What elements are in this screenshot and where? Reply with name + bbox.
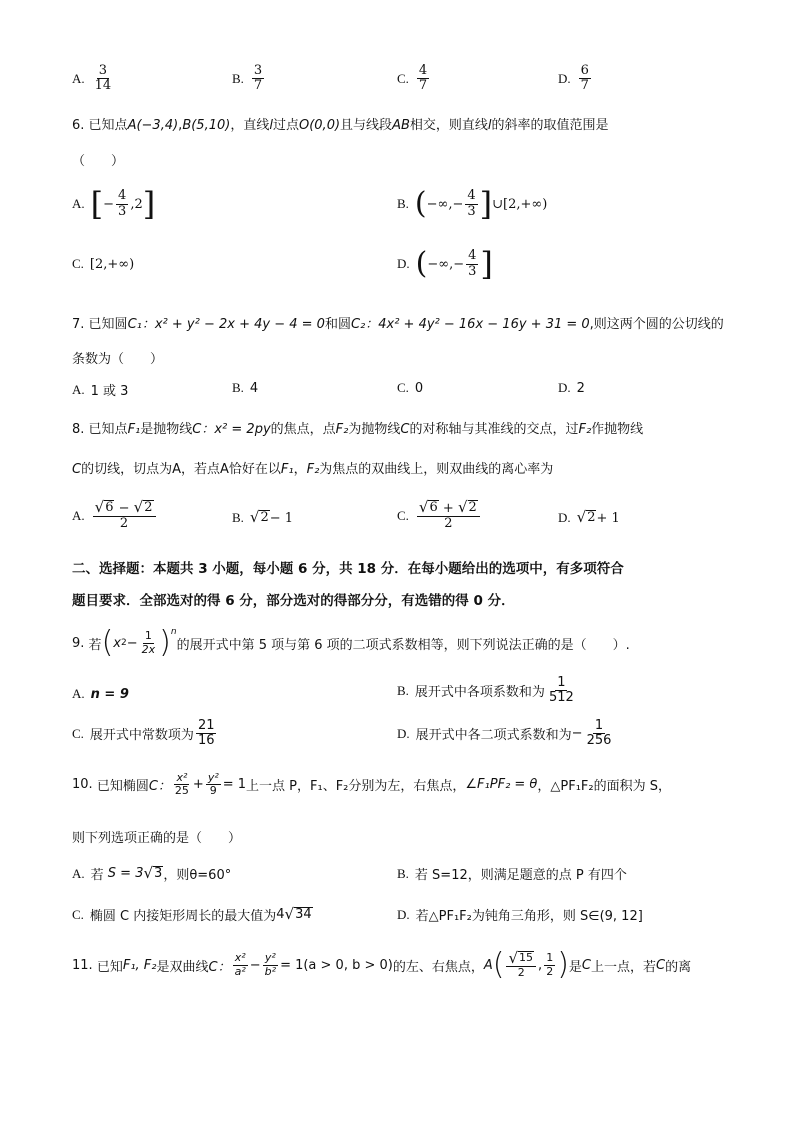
answer-paren: （ ） [72, 154, 125, 169]
fraction: $\frac{3}{14}$ [94, 63, 112, 94]
q9-option-c[interactable]: C. 展开式中常数项为 $\frac{21}{16}$ [72, 718, 215, 749]
fraction: $\frac{1}{256}$ [586, 718, 612, 749]
question-7-stem: 7. 已知圆C₁：x² + y² − 2x + 4y − 4 = 0和圆C₂：4x² + 4y² − 16x − 16y + 31 = 0,则这两个圆的公切线的 [72, 317, 724, 332]
q7-option-d[interactable]: D. 2 [558, 380, 585, 396]
fraction: $\frac{1}{512}$ [548, 675, 574, 706]
question-11-stem: 11. 已知 F₁, F₂ 是双曲线 C： $\frac{\text{x²}}{\text{a²}}$ − $\frac{\text{y²}}{\text{b²}}$ = 1(a > 0, b > 0) 的左、右焦点， A ( √ 15 2 , $\frac{1}{2}$ ) 是 C 上一点，若 C 的离 [72, 947, 692, 982]
q6-option-c[interactable]: C. [2,+∞) [72, 256, 135, 272]
q9-option-b[interactable]: B. 展开式中各项系数和为 $\frac{1}{512}$ [397, 675, 574, 706]
option-c[interactable]: C. $\frac{4}{7}$ [397, 63, 428, 94]
q7-option-b[interactable]: B. 4 [232, 380, 259, 396]
question-9-stem: 9. 若 ( x 2 − $\frac{1}{2x}$ ) n 的展开式中第 5 项与第 6 项的二项式系数相等，则下列说法正确的是（ ）. [72, 625, 630, 660]
fraction: $\frac{4}{3}$ [118, 188, 127, 219]
q8-option-d[interactable]: D. √ 2 + 1 [558, 508, 620, 527]
fraction: $\frac{4}{3}$ [468, 248, 477, 279]
q7-option-a[interactable]: A. 1 或 3 [72, 381, 129, 399]
question-8-line2: C的切线，切点为A，若点A恰好在以F₁，F₂为焦点的双曲线上，则双曲线的离心率为 [72, 462, 554, 477]
option-d[interactable]: D. $\frac{6}{7}$ [558, 63, 589, 94]
q9-option-a[interactable]: A. n = 9 [72, 686, 129, 702]
fraction: $\frac{3}{7}$ [253, 63, 263, 94]
fraction: $\frac{6}{7}$ [580, 63, 589, 94]
q6-option-b[interactable]: B. ( −∞,− $\frac{4}{3}$ ] ∪[2,+∞) [397, 185, 548, 223]
q7-option-c[interactable]: C. 0 [397, 380, 424, 396]
q10-option-d[interactable]: D. 若△PF₁F₂为钝角三角形，则 S∈(9, 12] [397, 906, 643, 924]
fraction: √ 6 − √ 2 2 [93, 500, 156, 532]
fraction: $\frac{4}{3}$ [467, 188, 476, 219]
fraction: √ 6 + √ 2 2 [417, 500, 480, 532]
q8-option-b[interactable]: B. √ 2 − 1 [232, 508, 294, 527]
q10-option-a[interactable]: A. 若 S = 3 √ 3 ，则θ=60° [72, 863, 232, 883]
q10-option-c[interactable]: C. 椭圆 C 内接矩形周长的最大值为 4 √ 34 [72, 904, 312, 924]
q6-option-d[interactable]: D. ( −∞,− $\frac{4}{3}$ ] [397, 245, 493, 283]
fraction: $\frac{4}{7}$ [418, 63, 428, 94]
question-8-stem: 8. 已知点F₁是抛物线C：x² = 2py的焦点，点F₂为抛物线C的对称轴与其准线的交点，过F₂作抛物线 [72, 422, 644, 437]
q8-option-a[interactable]: A. √ 6 − √ 2 2 [72, 500, 158, 532]
q9-option-d[interactable]: D. 展开式中各二项式系数和为 − $\frac{1}{256}$ [397, 718, 612, 749]
option-a[interactable]: A. $\frac{3}{14}$ [72, 63, 112, 94]
q8-option-c[interactable]: C. √ 6 + √ 2 2 [397, 500, 482, 532]
q10-option-b[interactable]: B. 若 S=12，则满足题意的点 P 有四个 [397, 865, 627, 883]
section-heading-line2: 题目要求．全部选对的得 6 分，部分选对的得部分分，有选错的得 0 分． [72, 593, 515, 609]
question-10-line2: 则下列选项正确的是（ ） [72, 831, 242, 846]
question-10-stem: 10. 已知椭圆 C： $\frac{\text{x²}}{25}$ + $\frac{\text{y²}}{9}$ = 1 上一点 P，F₁、F₂分别为左，右焦点， ∠F₁PF₂ = θ ，△PF₁F₂的面积为 S， [72, 771, 671, 798]
option-b[interactable]: B. $\frac{3}{7}$ [232, 63, 263, 94]
q6-option-a[interactable]: A. [ − $\frac{4}{3}$ ,2 ] [72, 185, 156, 223]
section-heading: 二、选择题：本题共 3 小题，每小题 6 分，共 18 分．在每小题给出的选项中，有多项符合 [72, 561, 624, 577]
fraction: $\frac{21}{16}$ [197, 718, 215, 749]
question-6-stem: 6. 已知点A(−3,4),B(5,10)，直线l过点O(0,0)且与线段AB相交，则直线l的斜率的取值范围是 [72, 118, 609, 133]
question-7-line2: 条数为（ ） [72, 352, 164, 367]
